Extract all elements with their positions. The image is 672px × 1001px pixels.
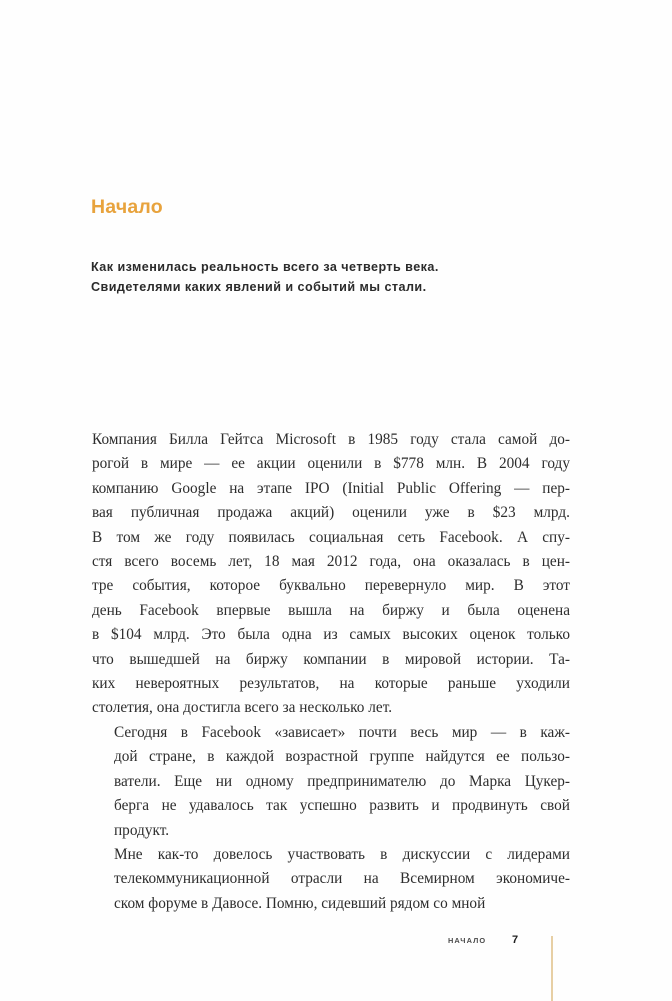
body-text (92, 428, 570, 916)
text-line: стя всего восемь лет, 18 мая 2012 года, она оказалась в цен- (92, 553, 570, 571)
text-line: компанию Google на этапе IPO (Initial Public Offering — пер- (92, 479, 570, 497)
text-line: ких невероятных результатов, на которые раньше уходили (92, 675, 570, 693)
text-line: Мне как-то довелось участвовать в дискуссии с лидерами (114, 845, 570, 863)
text-line: в $104 млрд. Это была одна из самых высоких оценок только (92, 626, 570, 644)
text-line: Сегодня в Facebook «зависает» почти весь мир — в каж- (114, 723, 570, 741)
page-number: 7 (512, 934, 519, 946)
text-line: берга не удавалось так успешно развить и продвинуть свой (114, 797, 570, 815)
text-line: вая публичная продажа акций) оценили уже в $23 млрд. (92, 504, 570, 522)
decorative-edge-rule (551, 936, 553, 1001)
text-line: тре события, которое буквально перевернуло мир. В этот (92, 577, 570, 595)
text-line: день Facebook впервые вышла на биржу и была оценена (92, 601, 570, 619)
text-line: столетия, она достигла всего за несколько лет. (92, 699, 393, 717)
text-line: дой стране, в каждой возрастной группе найдутся ее пользо- (114, 748, 570, 766)
running-head: НАЧАЛО (448, 936, 487, 945)
text-line: телекоммуникационной отрасли на Всемирном экономиче- (114, 870, 570, 888)
paragraph-2 (92, 721, 570, 843)
text-line: Компания Билла Гейтса Microsoft в 1985 году стала самой до- (92, 431, 570, 448)
page-footer (0, 934, 672, 954)
text-line: ском форуме в Давосе. Помню, сидевший рядом со мной (114, 894, 486, 912)
text-line: В том же году появилась социальная сеть Facebook. А спу- (92, 528, 570, 546)
text-line: что вышедшей на биржу компании в мировой истории. Та- (92, 650, 570, 668)
paragraph-1 (92, 428, 570, 721)
paragraph-3 (92, 843, 570, 916)
chapter-deck (91, 258, 561, 297)
text-line: продукт. (114, 821, 170, 839)
deck-line-2: Свидетелями каких явлений и событий мы стали. (91, 279, 427, 294)
text-line: ватели. Еще ни одному предпринимателю до Марка Цукер- (114, 772, 570, 790)
deck-line-1: Как изменилась реальность всего за четверть века. (91, 260, 439, 274)
page-title: Начало (91, 196, 163, 219)
text-line: рогой в мире — ее акции оценили в $778 млн. В 2004 году (92, 455, 570, 473)
